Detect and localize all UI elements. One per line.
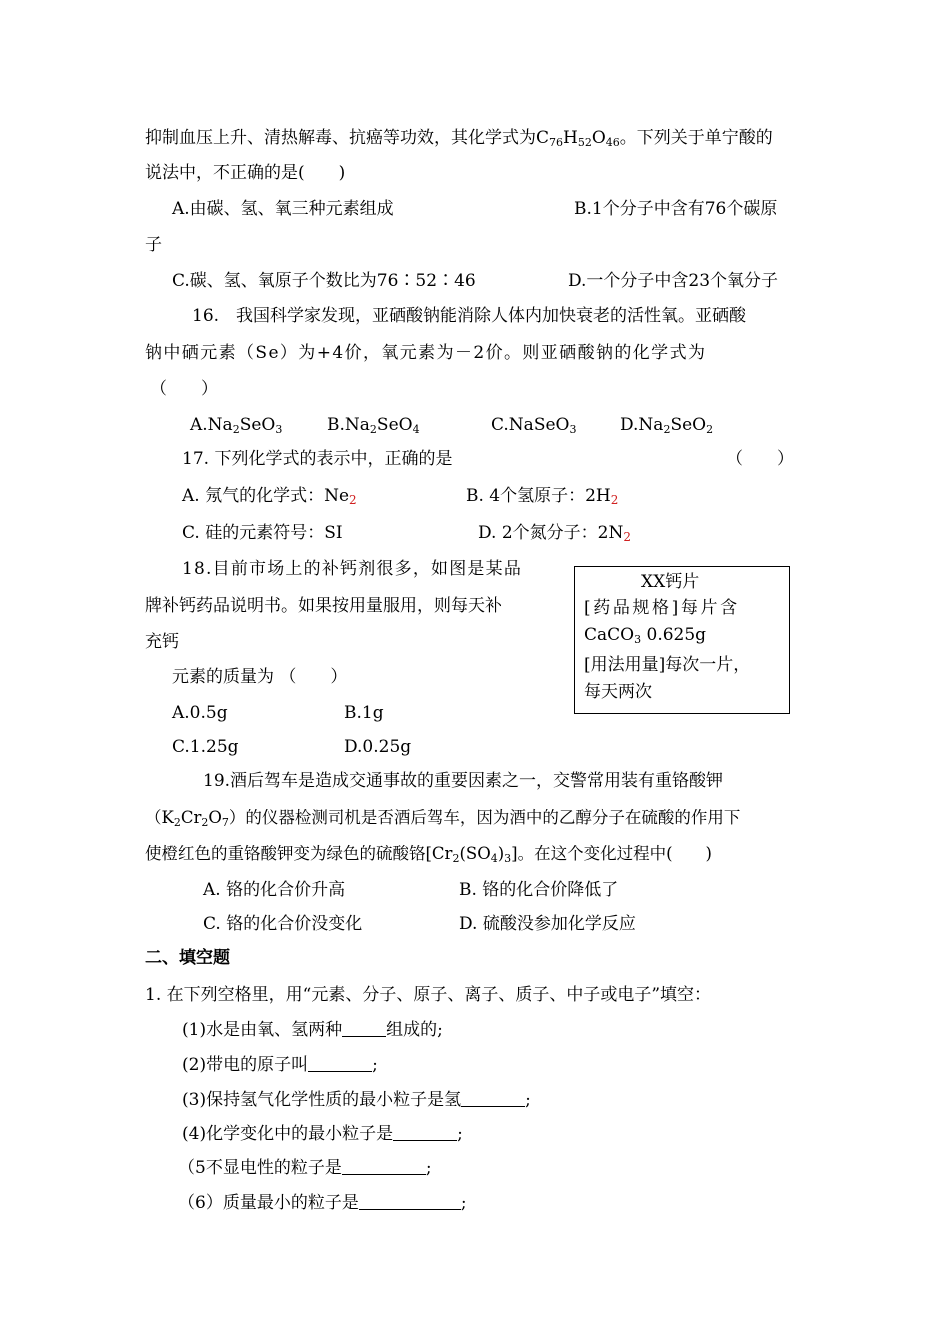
fill-item-6: （6）质量最小的粒子是 ; xyxy=(178,1193,467,1213)
q15-option-d: D.一个分子中含23个氧分子 xyxy=(568,271,779,291)
q16-option-b: $B.Na_2SeO_4$ xyxy=(327,415,420,436)
q18-option-b: B.1g xyxy=(344,703,384,723)
q15-option-c: C.碳、氢、氧原子个数比为76∶52∶46 xyxy=(172,271,476,291)
q18-option-c: C.1.25g xyxy=(172,737,239,757)
q16-option-c: C.NaSeO$_3$ xyxy=(491,415,577,436)
answer-blank-5[interactable] xyxy=(342,1156,426,1175)
q17-option-d: D. 2个氮分子：2N2 xyxy=(478,523,631,544)
q16-line-1: 16. 我国科学家发现，亚硒酸钠能消除人体内加快衰老的活性氧。亚硒酸 xyxy=(192,306,747,326)
answer-blank-2[interactable] xyxy=(308,1053,372,1072)
section2-q1-stem: 1. 在下列空格里，用“元素、分子、原子、离子、质子、中子或电子”填空： xyxy=(145,985,712,1005)
q15-option-b-cont: 子 xyxy=(145,235,162,255)
q15-text: 抑制血压上升、清热解毒、抗癌等功效，其化学式为 xyxy=(145,128,536,148)
q17-option-b: B. 4个氢原子：2H2 xyxy=(466,486,619,507)
q17-stem: 17. 下列化学式的表示中，正确的是 xyxy=(182,449,453,469)
q19-line-2: $(K_2Cr_2O_7)$的仪器检测司机是否酒后驾车，因为酒中的乙醇分子在硫酸的作用下 xyxy=(145,808,741,829)
q16-option-a: $A.Na_2SeO_3$ xyxy=(190,415,283,436)
q17-option-c: C. 硅的元素符号：SI xyxy=(182,523,343,543)
answer-blank-3[interactable] xyxy=(461,1088,525,1107)
q19-line-3: 使橙红色的重铬酸钾变为绿色的硫酸铬$[Cr_2(SO_4)_3]$。在这个变化过程中( ) xyxy=(145,844,712,865)
q15-line-2: 说法中，不正确的是( ) xyxy=(145,163,346,183)
answer-blank-1[interactable] xyxy=(342,1018,386,1037)
q15-option-b: B.1个分子中含有76个碳原 xyxy=(574,199,778,219)
medicine-label-usage-2: 每天两次 xyxy=(584,682,652,702)
q19-option-b: B. 铬的化合价降低了 xyxy=(459,880,619,900)
fill-item-3: (3)保持氢气化学性质的最小粒子是氢 ; xyxy=(182,1090,531,1110)
q19-option-d: D. 硫酸没参加化学反应 xyxy=(459,914,636,934)
medicine-label-spec: [药品规格]每片含 xyxy=(584,598,740,618)
fill-item-1: (1)水是由氧、氢两种 组成的; xyxy=(182,1020,443,1040)
q19-option-c: C. 铬的化合价没变化 xyxy=(203,914,363,934)
medicine-label-usage-1: [用法用量]每次一片， xyxy=(584,655,751,675)
q19-line-1: 19.酒后驾车是造成交通事故的重要因素之一，交警常用装有重铬酸钾 xyxy=(203,771,724,791)
q18-option-d: D.0.25g xyxy=(344,737,412,757)
q18-line-2: 牌补钙药品说明书。如果按用量服用，则每天补 xyxy=(145,596,502,616)
medicine-label-box xyxy=(574,566,790,714)
answer-blank-6[interactable] xyxy=(359,1191,461,1210)
section-heading: 二、填空题 xyxy=(145,948,230,968)
q19-option-a: A. 铬的化合价升高 xyxy=(203,880,346,900)
q16-line-2: 钠中硒元素（Se）为+4价，氧元素为－2价。则亚硒酸钠的化学式为 xyxy=(145,343,707,363)
answer-blank-4[interactable] xyxy=(393,1122,457,1141)
q18-option-a: A.0.5g xyxy=(172,703,228,723)
q18-line-4: 元素的质量为 （ ） xyxy=(172,667,348,687)
fill-item-2: (2)带电的原子叫 ; xyxy=(182,1055,378,1075)
medicine-label-dose: CaCO$_3$ 0.625g xyxy=(584,625,707,646)
fill-item-5: （5不显电性的粒子是 ; xyxy=(178,1158,432,1178)
q15-option-a: A.由碳、氢、氧三种元素组成 xyxy=(172,199,394,219)
q17-option-a: A. 氖气的化学式：Ne2 xyxy=(182,486,357,507)
q16-line-3: （ ） xyxy=(150,379,218,399)
formula: $C_{76}H_{52}O_{46}$ xyxy=(536,128,620,149)
q16-option-d: $D.Na_2SeO_2$ xyxy=(620,415,714,436)
q18-line-1: 18.目前市场上的补钙剂很多，如图是某品 xyxy=(182,559,523,579)
q18-line-3: 充钙 xyxy=(145,632,179,652)
q17-paren: （ ） xyxy=(726,449,794,469)
fill-item-4: (4)化学变化中的最小粒子是 ; xyxy=(182,1124,463,1144)
q15-line-1: 抑制血压上升、清热解毒、抗癌等功效，其化学式为$C_{76}H_{52}O_{46}$。下列关于单宁酸的 xyxy=(145,128,773,149)
medicine-label-title: XX钙片 xyxy=(641,572,700,592)
